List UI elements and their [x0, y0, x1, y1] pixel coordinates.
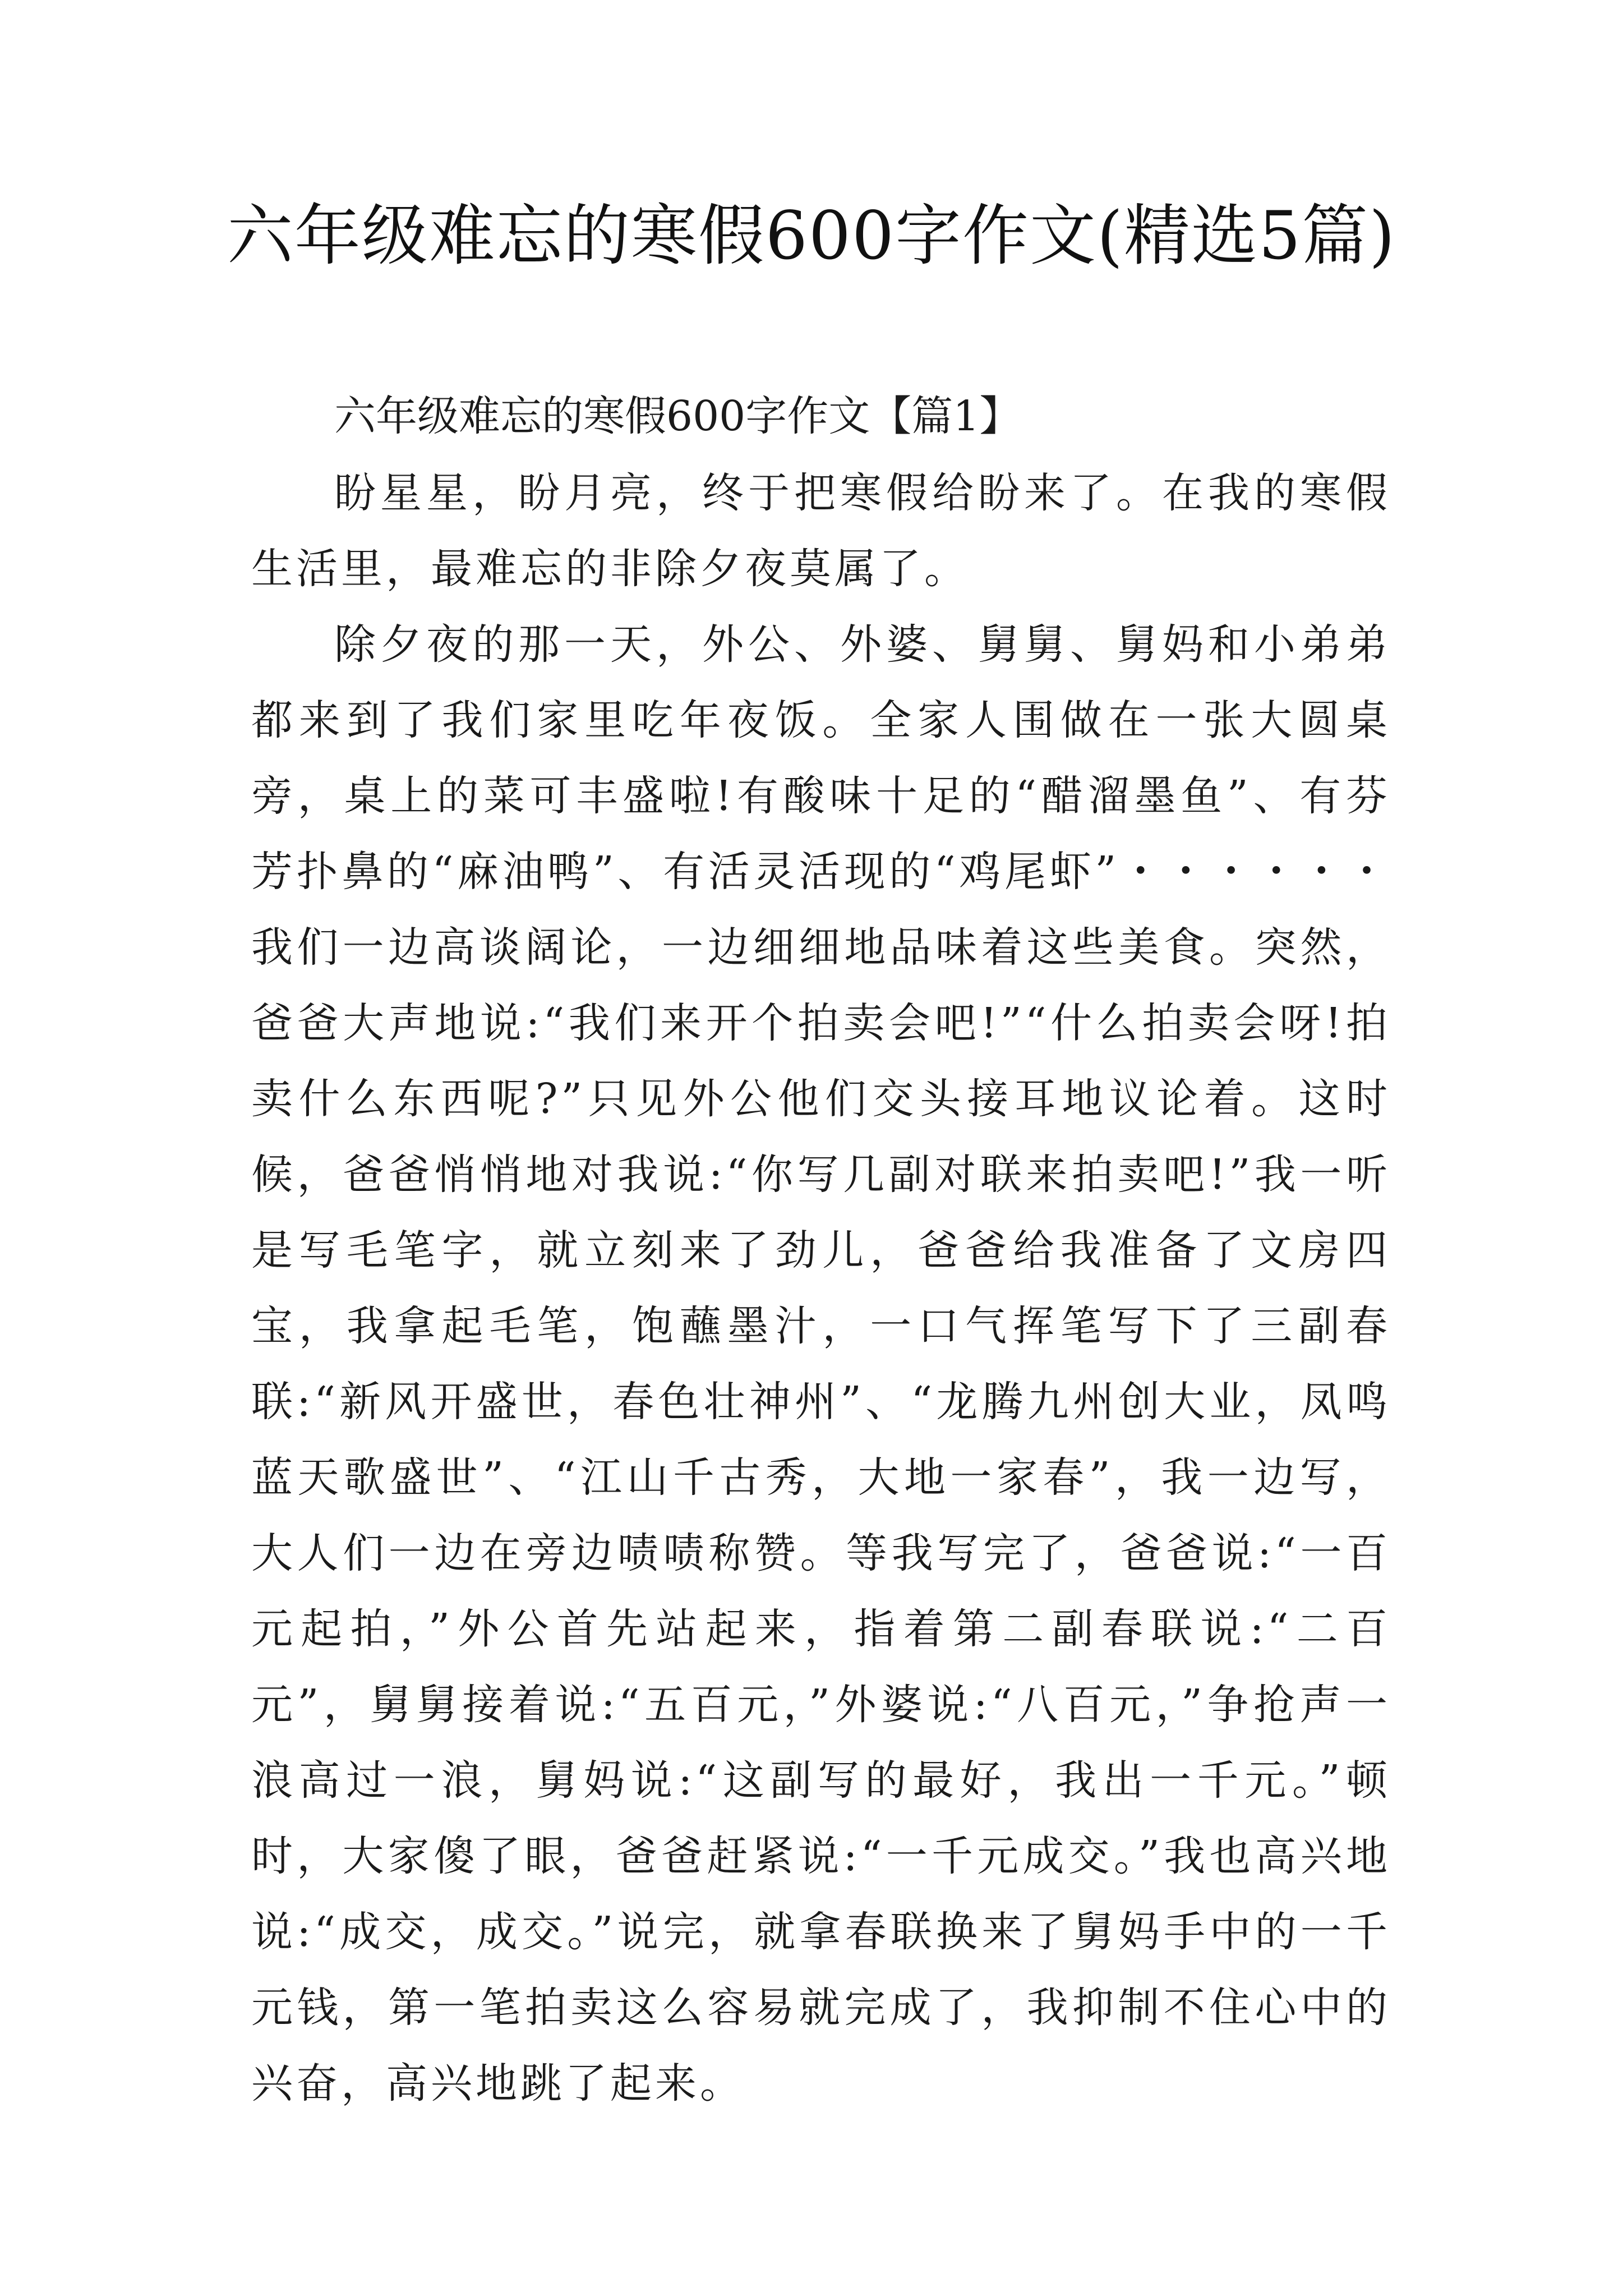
paragraph-2: 除夕夜的那一天，外公、外婆、舅舅、舅妈和小弟弟都来到了我们家里吃年夜饭。全家人围做在一张大圆桌旁，桌上的菜可丰盛啦!有酸味十足的“醋溜墨鱼”、有芬芳扑鼻的“麻油鸭”、有活灵活现的“鸡尾虾”・・・・・・我们一边高谈阔论，一边细细地品味着这些美食。突然，爸爸大声地说:“我们来开个拍卖会吧!”“什么拍卖会呀!拍卖什么东西呢?”只见外公他们交头接耳地议论着。这时候，爸爸悄悄地对我说:“你写几副对联来拍卖吧!”我一听是写毛笔字，就立刻来了劲儿，爸爸给我准备了文房四宝，我拿起毛笔，饱蘸墨汁，一口气挥笔写下了三副春联:“新风开盛世，春色壮神州”、“龙腾九州创大业，凤鸣蓝天歌盛世”、“江山千古秀，大地一家春”，我一边写，大人们一边在旁边啧啧称赞。等我写完了，爸爸说:“一百元起拍，”外公首先站起来，指着第二副春联说:“二百元”，舅舅接着说:“五百元，”外婆说:“八百元，”争抢声一浪高过一浪，舅妈说:“这副写的最好，我出一千元。”顿时，大家傻了眼，爸爸赶紧说:“一千元成交。”我也高兴地说:“成交，成交。”说完，就拿春联换来了舅妈手中的一千元钱，第一笔拍卖这么容易就完成了，我抑制不住心中的兴奋，高兴地跳了起来。	[251, 620, 1391, 2108]
document-title: 六年级难忘的寒假600字作文(精选5篇)	[227, 197, 1396, 274]
section-heading: 六年级难忘的寒假600字作文【篇1】	[334, 392, 1021, 440]
document-body	[251, 377, 1391, 2122]
paragraph-1: 盼星星，盼月亮，终于把寒假给盼来了。在我的寒假生活里，最难忘的非除夕夜莫属了。	[251, 469, 1391, 593]
